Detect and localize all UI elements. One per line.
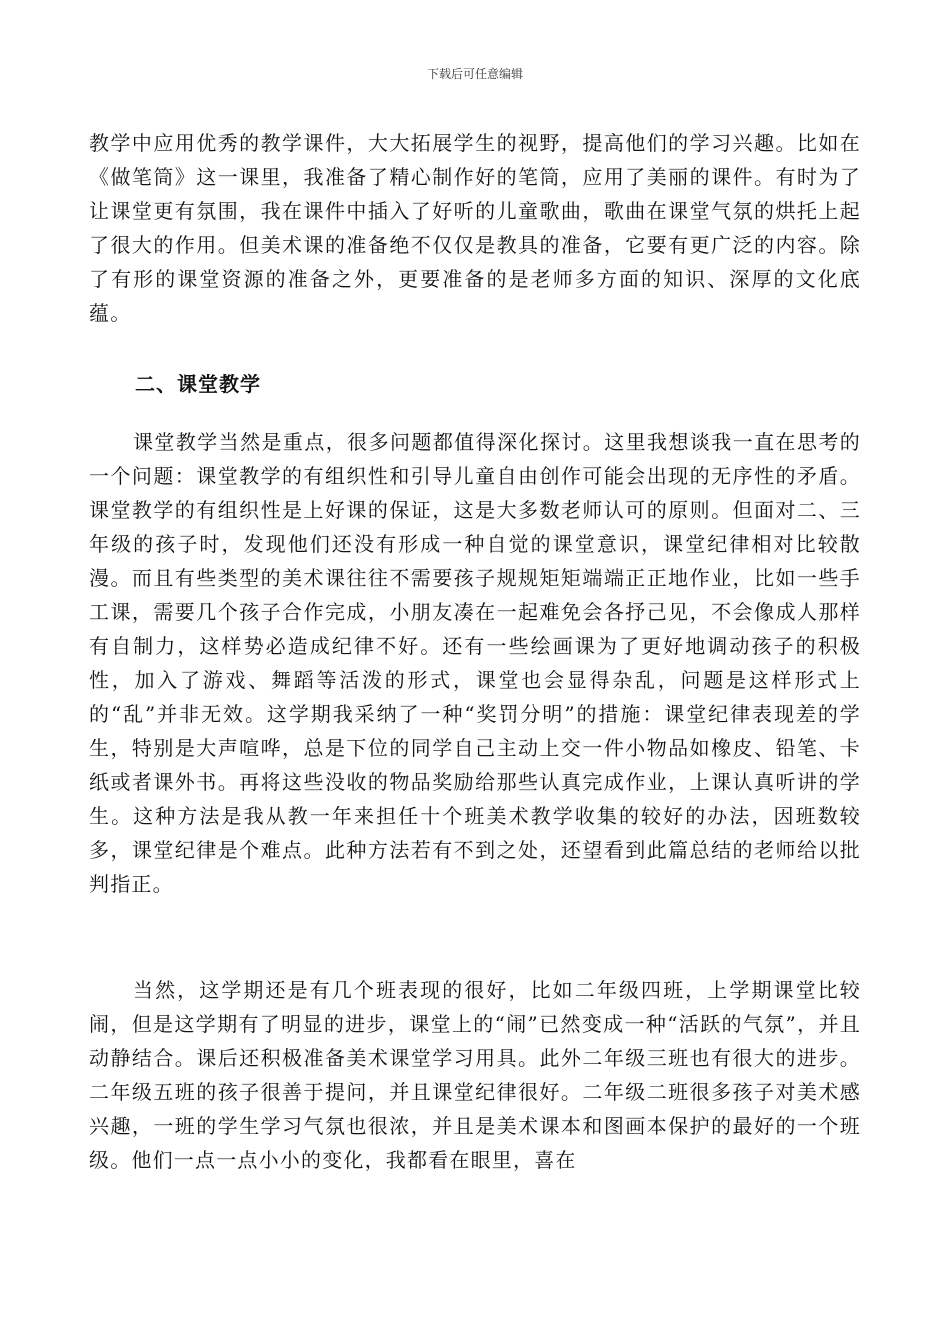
paragraph-lesson-preparation: 教学中应用优秀的教学课件，大大拓展学生的视野，提高他们的学习兴趣。比如在《做笔筒》这一课里，我准备了精心制作好的笔筒，应用了美丽的课件。有时为了让课堂更有氛围，我在课件中插入了好听的儿童歌曲，歌曲在课堂气氛的烘托上起了很大的作用。但美术课的准备绝不仅仅是教具的准备，它要有更广泛的内容。除了有形的课堂资源的准备之外，更要准备的是老师多方面的知识、深厚的文化底蕴。 xyxy=(89,131,861,325)
paragraph-class-progress: 当然，这学期还是有几个班表现的很好，比如二年级四班，上学期课堂比较闹，但是这学期有了明显的进步，课堂上的“闹”已然变成一种“活跃的气氛”，并且动静结合。课后还积极准备美术课堂学习用具。此外二年级三班也有很大的进步。二年级五班的孩子很善于提问，并且课堂纪律很好。二年级二班很多孩子对美术感兴趣，一班的学生学习气氛也很浓，并且是美术课本和图画本保护的最好的一个班级。他们一点一点小小的变化，我都看在眼里，喜在 xyxy=(89,978,861,1172)
page-header-note: 下载后可任意编辑 xyxy=(426,67,523,81)
paragraph-classroom-discipline: 课堂教学当然是重点，很多问题都值得深化探讨。这里我想谈我一直在思考的一个问题：课堂教学的有组织性和引导儿童自由创作可能会出现的无序性的矛盾。课堂教学的有组织性是上好课的保证，这是大多数老师认可的原则。但面对二、三年级的孩子时，发现他们还没有形成一种自觉的课堂意识，课堂纪律相对比较散漫。而且有些类型的美术课往往不需要孩子规规矩矩端端正正地作业，比如一些手工课，需要几个孩子合作完成，小朋友凑在一起难免会各抒己见，不会像成人那样有自制力，这样势必造成纪律不好。还有一些绘画课为了更好地调动孩子的积极性，加入了游戏、舞蹈等活泼的形式，课堂也会显得杂乱，问题是这样形式上的“乱”并非无效。这学期我采纳了一种“奖罚分明”的措施：课堂纪律表现差的学生，特别是大声喧哗，总是下位的同学自己主动上交一件小物品如橡皮、铅笔、卡纸或者课外书。再将这些没收的物品奖励给那些认真完成作业，上课认真听讲的学生。这种方法是我从教一年来担任十个班美术教学收集的较好的办法，因班数较多，课堂纪律是个难点。此种方法若有不到之处，还望看到此篇总结的老师给以批判指正。 xyxy=(89,430,861,896)
section-heading-classroom-teaching: 二、课堂教学 xyxy=(135,372,261,396)
